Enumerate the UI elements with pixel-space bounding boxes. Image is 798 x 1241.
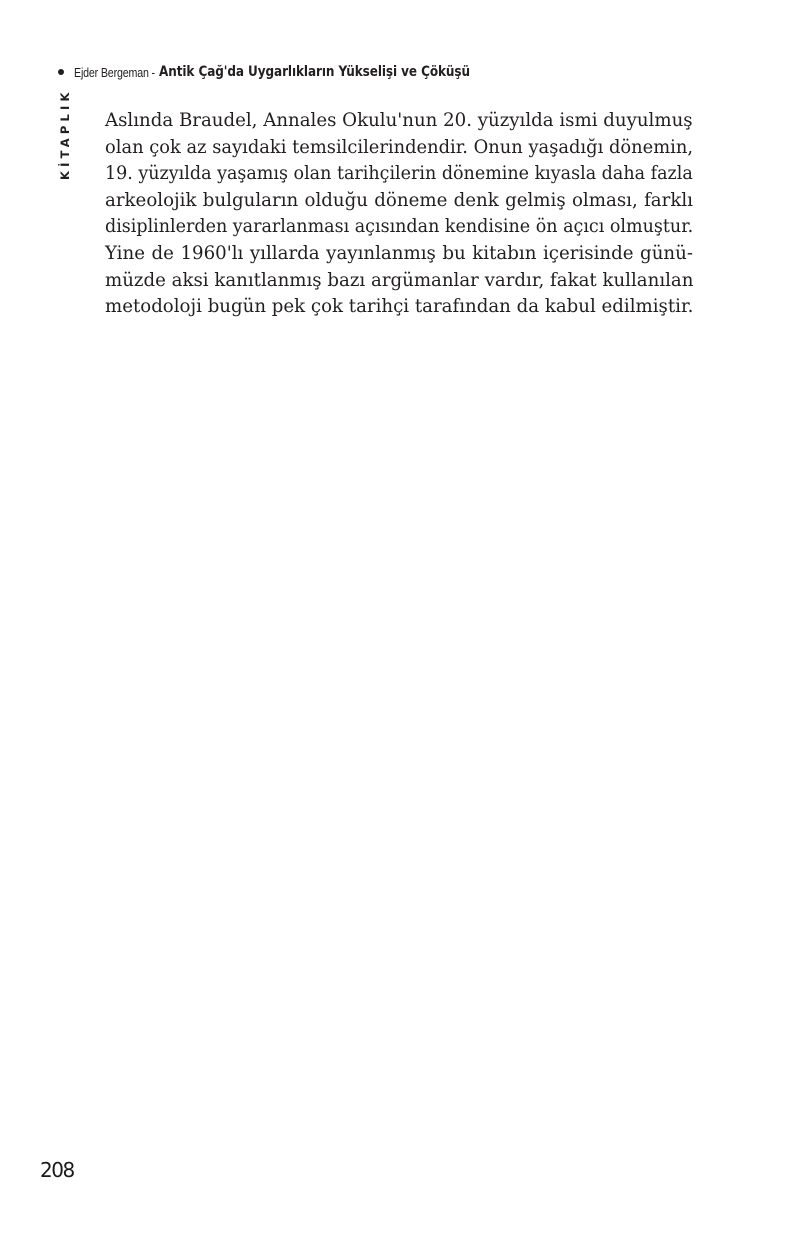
- text-line: metodoloji bugün pek çok tarihçi tarafından da kabul edilmiştir.: [105, 296, 694, 318]
- running-head: [58, 64, 520, 80]
- book-title: Antik Çağ'da Uygarlıkların Yükselişi ve Çöküşü: [158, 64, 470, 80]
- bullet-icon: [58, 69, 64, 75]
- text-line: Aslında Braudel, Annales Okulu'nun 20. yüzyılda ismi duyulmuş: [105, 110, 693, 131]
- text-line: müzde aksi kanıtlanmış bazı argümanlar vardır, fakat kullanılan: [105, 269, 694, 291]
- running-head-text: [74, 64, 520, 80]
- publisher-side-label: KİTAPLIK: [58, 88, 72, 180]
- body-paragraph: [105, 108, 693, 321]
- author-name: Ejder Bergeman -: [74, 64, 155, 80]
- text-line: arkeolojik bulguların olduğu döneme denk gelmiş olması, farklı: [105, 189, 693, 211]
- text-line: Yine de 1960'lı yıllarda yayınlanmış bu kitabın içerisinde günü-: [105, 242, 693, 264]
- page-number: 208: [40, 1158, 74, 1182]
- text-line: 19. yüzyılda yaşamış olan tarihçilerin dönemine kıyasla daha fazla: [105, 163, 693, 185]
- text-line: olan çok az sayıdaki temsilcilerindendir. Onun yaşadığı dönemin,: [105, 136, 694, 158]
- text-line: disiplinlerden yararlanması açısından kendisine ön açıcı olmuştur.: [105, 216, 694, 238]
